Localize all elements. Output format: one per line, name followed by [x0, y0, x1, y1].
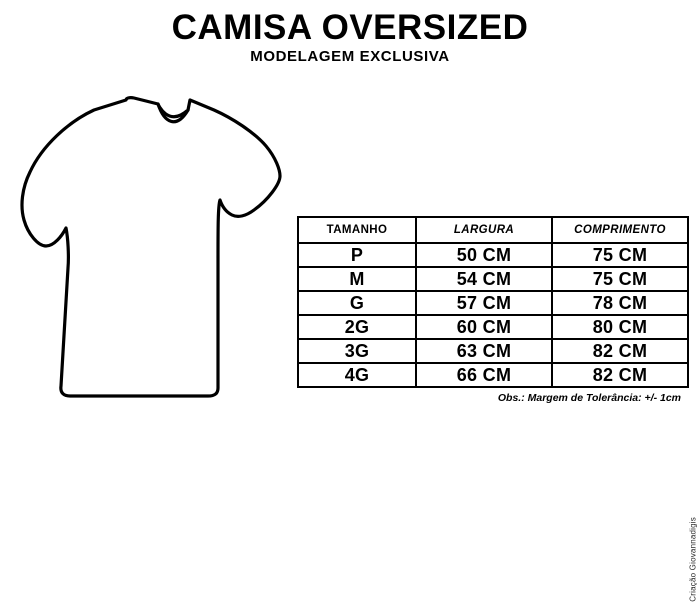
cell-length: 82 CM [552, 363, 688, 387]
tshirt-illustration-icon [18, 88, 298, 418]
cell-size: 4G [298, 363, 416, 387]
table-row [298, 267, 688, 291]
tolerance-note: Obs.: Margem de Tolerância: +/- 1cm [497, 392, 681, 404]
cell-size: 3G [298, 339, 416, 363]
designer-credit: Criação Giovannadigis [689, 517, 698, 602]
cell-width: 66 CM [416, 363, 552, 387]
column-header-size: TAMANHO [298, 217, 416, 243]
cell-length: 82 CM [552, 339, 688, 363]
size-table [297, 216, 689, 388]
cell-length: 80 CM [552, 315, 688, 339]
cell-length: 75 CM [552, 267, 688, 291]
column-header-width: LARGURA [416, 217, 552, 243]
table-row [298, 339, 688, 363]
cell-width: 63 CM [416, 339, 552, 363]
cell-length: 75 CM [552, 243, 688, 267]
table-row [298, 243, 688, 267]
cell-size: M [298, 267, 416, 291]
column-header-length: COMPRIMENTO [552, 217, 688, 243]
table-row [298, 315, 688, 339]
table-row [298, 291, 688, 315]
cell-size: G [298, 291, 416, 315]
cell-size: P [298, 243, 416, 267]
cell-width: 50 CM [416, 243, 552, 267]
page-title: CAMISA OVERSIZED [171, 8, 529, 47]
page-subtitle: MODELAGEM EXCLUSIVA [250, 48, 450, 65]
cell-size: 2G [298, 315, 416, 339]
cell-width: 60 CM [416, 315, 552, 339]
cell-width: 54 CM [416, 267, 552, 291]
cell-width: 57 CM [416, 291, 552, 315]
table-row [298, 363, 688, 387]
table-header-row [298, 217, 688, 243]
cell-length: 78 CM [552, 291, 688, 315]
